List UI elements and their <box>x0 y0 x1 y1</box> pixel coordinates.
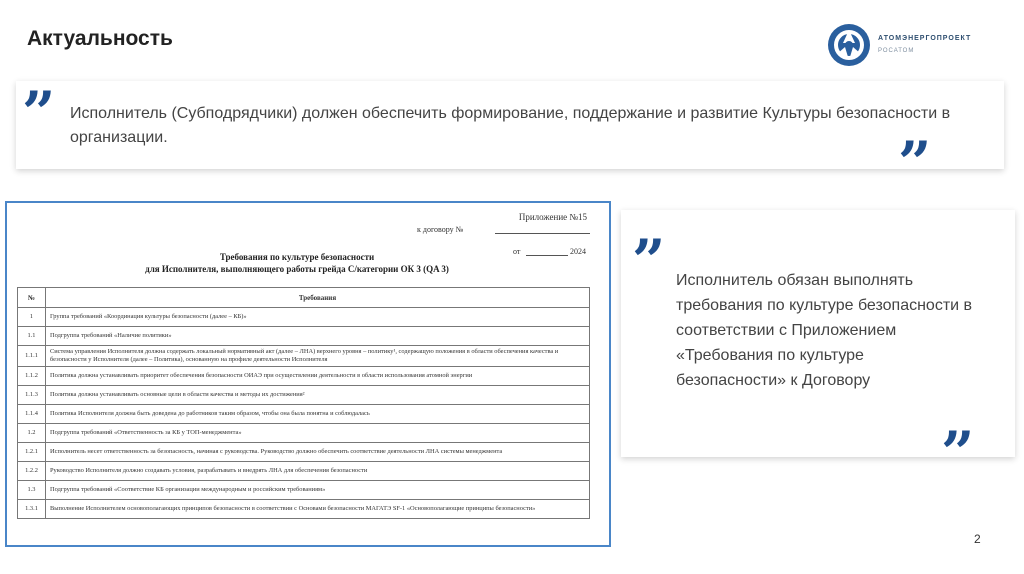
row-number: 1.1 <box>18 327 46 346</box>
table-row <box>18 500 590 519</box>
col-header-num: № <box>18 288 46 308</box>
top-quote-text: Исполнитель (Субподрядчики) должен обеспечить формирование, поддержание и развитие Культуры безопасности в организации. <box>70 105 951 146</box>
row-requirement: Подгруппа требований «Наличие политики» <box>46 327 590 346</box>
row-requirement: Группа требований «Координация культуры безопасности (далее – КБ)» <box>46 308 590 327</box>
table-row <box>18 405 590 424</box>
table-row <box>18 443 590 462</box>
doc-date-line <box>526 255 568 256</box>
close-quote-icon-right: ” <box>941 419 975 487</box>
table-row <box>18 346 590 367</box>
row-requirement: Выполнение Исполнителем основополагающих принципов безопасности в соответствии с Основами безопасности МАГАТЭ SF-1 «Основополагающие принципы безопасности» <box>46 500 590 519</box>
rosatom-logo-icon <box>828 24 870 66</box>
logo-wordmark <box>878 33 971 57</box>
company-logo <box>828 24 971 66</box>
doc-heading-line2: для Исполнителя, выполняющего работы грейда С/категории ОК 3 (QA 3) <box>145 264 449 274</box>
requirements-table <box>17 287 590 519</box>
document-scan <box>5 201 611 547</box>
row-number: 1.1.1 <box>18 346 46 367</box>
table-row <box>18 462 590 481</box>
doc-date-year: 2024 <box>570 247 586 256</box>
row-number: 1.1.2 <box>18 367 46 386</box>
table-row <box>18 386 590 405</box>
row-requirement: Руководство Исполнителя должно создавать условия, разрабатывать и внедрять ЛНА для обеспечения безопасности <box>46 462 590 481</box>
row-number: 1.2 <box>18 424 46 443</box>
doc-date-label: от <box>513 247 521 256</box>
table-row <box>18 327 590 346</box>
row-number: 1.1.4 <box>18 405 46 424</box>
table-row <box>18 481 590 500</box>
row-requirement: Исполнитель несет ответственность за безопасность, начиная с руководства. Руководство должно обеспечить соответствие деятельности ЛНА системы менеджмента <box>46 443 590 462</box>
row-requirement: Подгруппа требований «Ответственность за КБ у ТОП-менеджмента» <box>46 424 590 443</box>
doc-contract-label: к договору № <box>417 225 464 234</box>
close-quote-icon: ” <box>898 129 932 197</box>
row-number: 1 <box>18 308 46 327</box>
row-requirement: Политика Исполнителя должна быть доведена до работников таким образом, чтобы она была понятна и соблюдалась <box>46 405 590 424</box>
table-row <box>18 308 590 327</box>
row-number: 1.1.3 <box>18 386 46 405</box>
row-requirement: Система управления Исполнителя должна содержать локальный нормативный акт (далее – ЛНА) верхнего уровня – политику¹, содержащую положения в области обеспечения качества и безопасности у Исполнителя (далее – Политика), основанную на профиле деятельности Исполнителя <box>46 346 590 367</box>
table-row <box>18 424 590 443</box>
table-row <box>18 367 590 386</box>
doc-heading-line1: Требования по культуре безопасности <box>219 252 375 262</box>
logo-name: АТОМЭНЕРГОПРОЕКТ <box>878 35 972 42</box>
row-requirement: Подгруппа требований «Соответствие КБ организации международным и российским требованиям» <box>46 481 590 500</box>
row-number: 1.3 <box>18 481 46 500</box>
doc-heading <box>107 251 487 275</box>
row-number: 1.2.2 <box>18 462 46 481</box>
open-quote-icon: ” <box>22 79 56 147</box>
doc-appendix-label: Приложение №15 <box>518 212 587 222</box>
page-number: 2 <box>974 532 981 546</box>
open-quote-icon-right: ” <box>632 227 666 295</box>
logo-sub: РОСАТОМ <box>878 48 915 54</box>
row-number: 1.2.1 <box>18 443 46 462</box>
row-requirement: Политика должна устанавливать приоритет обеспечения безопасности ОИАЭ при осуществлении деятельности в области использования атомной энергии <box>46 367 590 386</box>
row-requirement: Политика должна устанавливать основные цели в области качества и методы их достижения² <box>46 386 590 405</box>
right-quote-text: Исполнитель обязан выполнять требования по культуре безопасности в соответствии с Приложением «Требования по культуре безопасности» к Договору <box>676 272 973 389</box>
slide-title: Актуальность <box>27 27 173 50</box>
doc-contract-line <box>495 233 590 234</box>
row-number: 1.3.1 <box>18 500 46 519</box>
col-header-requirements: Требования <box>46 288 590 308</box>
requirements-table-body <box>18 308 590 519</box>
